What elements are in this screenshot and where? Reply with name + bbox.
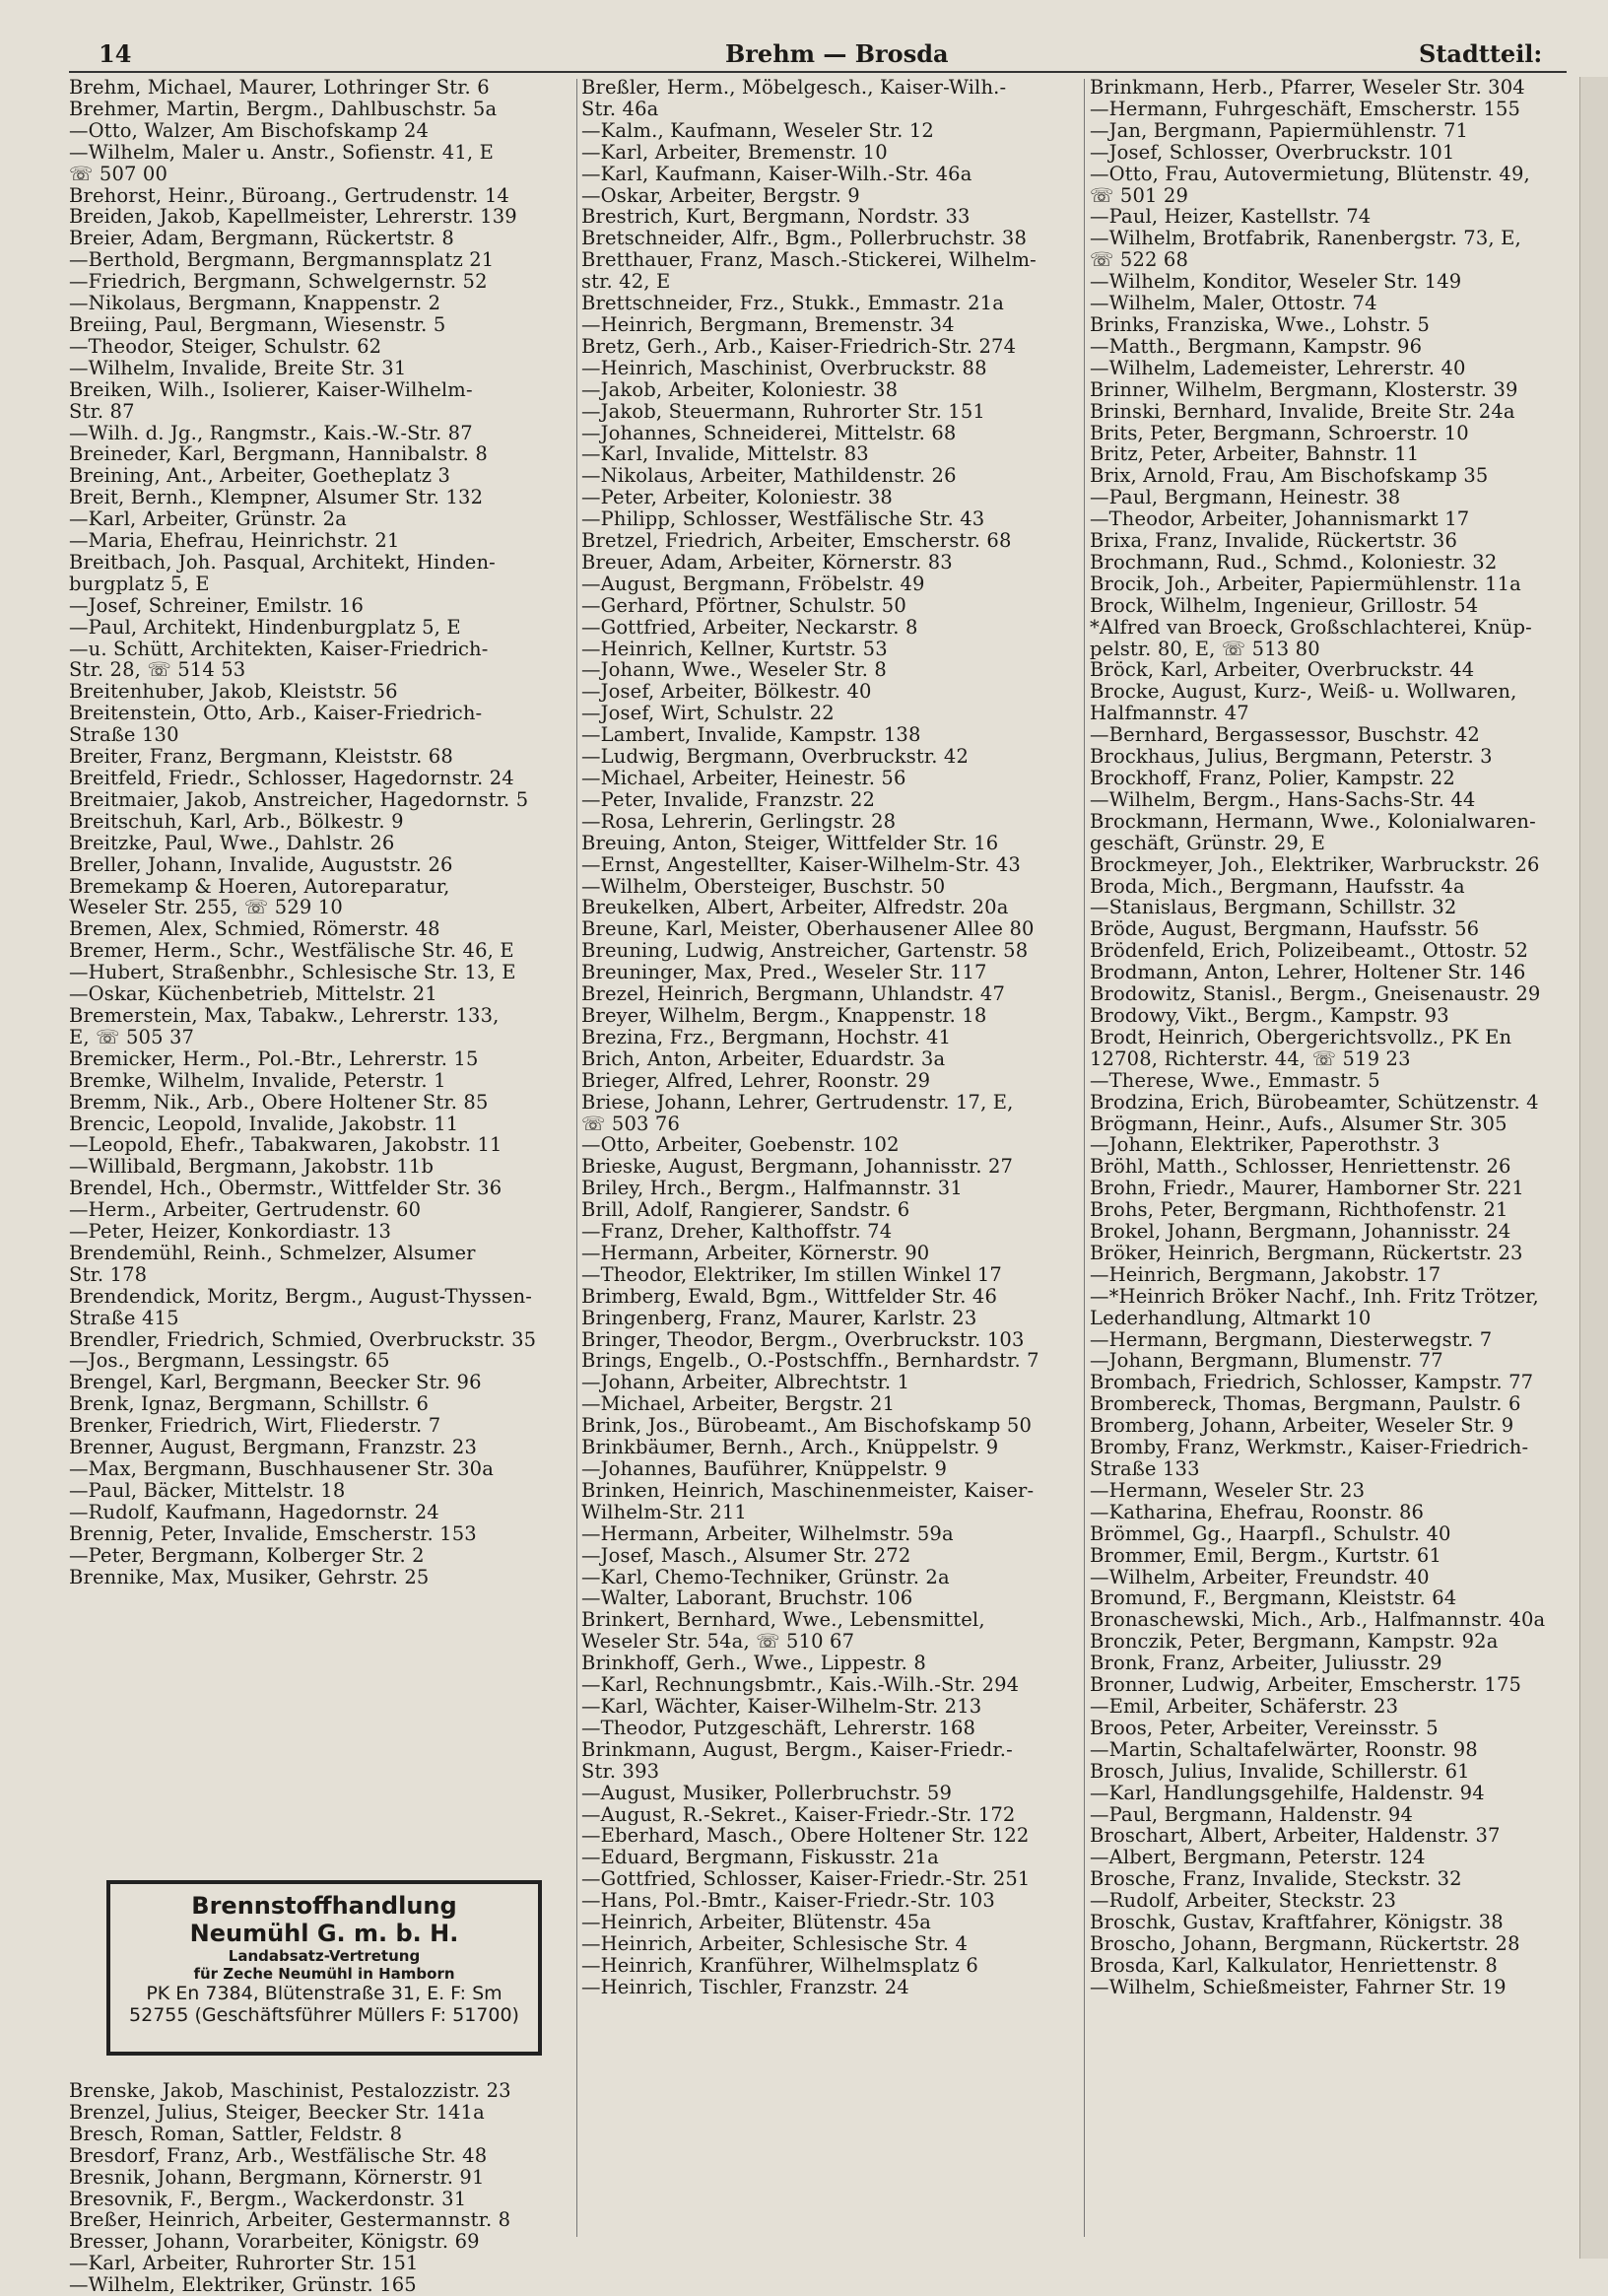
directory-entry-line: —Hubert, Straßenbhr., Schlesische Str. 13, E bbox=[69, 962, 516, 984]
directory-entry-line: —Rudolf, Arbeiter, Steckstr. 23 bbox=[1090, 1890, 1397, 1913]
directory-entry-line: Brieske, August, Bergmann, Johannisstr. 27 bbox=[581, 1156, 1014, 1179]
directory-entry-line: Brock, Wilhelm, Ingenieur, Grillostr. 54 bbox=[1090, 594, 1479, 617]
directory-entry-line: —Peter, Heizer, Konkordiastr. 13 bbox=[69, 1221, 392, 1243]
directory-entry-line: Bretthauer, Franz, Masch.-Stickerei, Wilhelm- bbox=[581, 249, 1037, 272]
directory-entry-line: —Ludwig, Bergmann, Overbruckstr. 42 bbox=[581, 746, 970, 768]
directory-entry-line: —*Heinrich Bröker Nachf., Inh. Fritz Trötzer, bbox=[1090, 1285, 1539, 1308]
directory-entry-line: —Heinrich, Arbeiter, Schlesische Str. 4 bbox=[581, 1932, 969, 1955]
directory-entry-line: Brodowy, Vikt., Bergm., Kampstr. 93 bbox=[1090, 1004, 1449, 1027]
directory-entry-line: Brohn, Friedr., Maurer, Hamborner Str. 221 bbox=[1090, 1178, 1524, 1200]
directory-entry-line: Brinken, Heinrich, Maschinenmeister, Kaiser- bbox=[581, 1479, 1035, 1502]
column-2-entries bbox=[581, 77, 1079, 1998]
directory-entry-line: —Karl, Wächter, Kaiser-Wilhelm-Str. 213 bbox=[581, 1695, 982, 1718]
directory-entry-line: —u. Schütt, Architekten, Kaiser-Friedrich- bbox=[69, 638, 489, 660]
directory-entry-line: —Berthold, Bergmann, Bergmannsplatz 21 bbox=[69, 249, 495, 272]
directory-entry-line: str. 42, E bbox=[581, 271, 671, 294]
directory-entry-line: —Karl, Arbeiter, Bremenstr. 10 bbox=[581, 141, 888, 164]
directory-entry-line: Bremer, Herm., Schr., Westfälische Str. 46, E bbox=[69, 940, 514, 963]
directory-entry-line: Breitmaier, Jakob, Anstreicher, Hagedornstr. 5 bbox=[69, 788, 529, 811]
directory-entry-line: Bröhl, Matth., Schlosser, Henriettenstr. 26 bbox=[1090, 1156, 1511, 1179]
directory-entry-line: —Heinrich, Tischler, Franzstr. 24 bbox=[581, 1976, 909, 1998]
directory-entry-line: Broschk, Gustav, Kraftfahrer, Königstr. 38 bbox=[1090, 1912, 1504, 1933]
directory-entry-line: Brombach, Friedrich, Schlosser, Kampstr. 77 bbox=[1090, 1372, 1534, 1394]
directory-entry-line: Bringer, Theodor, Bergm., Overbruckstr. 103 bbox=[581, 1328, 1025, 1351]
directory-entry-line: —Josef, Schlosser, Overbruckstr. 101 bbox=[1090, 141, 1455, 164]
directory-entry-line: —Johann, Elektriker, Paperothstr. 3 bbox=[1090, 1134, 1440, 1157]
directory-entry-line: —August, R.-Sekret., Kaiser-Friedr.-Str. 172 bbox=[581, 1803, 1016, 1826]
directory-entry-line: —Theodor, Steiger, Schulstr. 62 bbox=[69, 335, 382, 358]
directory-entry-line: Breitenhuber, Jakob, Kleiststr. 56 bbox=[69, 681, 398, 704]
directory-entry-line: Breineder, Karl, Bergmann, Hannibalstr. 8 bbox=[69, 443, 488, 466]
directory-entry-line: Bretzel, Friedrich, Arbeiter, Emscherstr. 68 bbox=[581, 530, 1012, 552]
directory-entry-line: Briley, Hrch., Bergm., Halfmannstr. 31 bbox=[581, 1178, 963, 1200]
directory-entry-line: Brocik, Joh., Arbeiter, Papiermühlenstr. 11a bbox=[1090, 573, 1521, 595]
directory-entry-line: Brinner, Wilhelm, Bergmann, Klosterstr. 39 bbox=[1090, 378, 1518, 401]
directory-entry-line: Brehorst, Heinr., Büroang., Gertrudenstr. 14 bbox=[69, 184, 509, 207]
directory-entry-line: Brengel, Karl, Bergmann, Beecker Str. 96 bbox=[69, 1372, 482, 1394]
directory-entry-line: Brenker, Friedrich, Wirt, Fliederstr. 7 bbox=[69, 1415, 441, 1438]
directory-entry-line: Bresovnik, F., Bergm., Wackerdonstr. 31 bbox=[69, 2188, 467, 2210]
directory-entry-line: Brockmann, Hermann, Wwe., Kolonialwaren- bbox=[1090, 810, 1536, 833]
directory-entry-line: Brink, Jos., Bürobeamt., Am Bischofskamp 50 bbox=[581, 1415, 1033, 1438]
directory-entry-line: 12708, Richterstr. 44, ☏ 519 23 bbox=[1090, 1047, 1411, 1070]
directory-entry-line: Brocke, August, Kurz-, Weiß- u. Wollwaren, bbox=[1090, 681, 1517, 704]
directory-entry-line: —Kalm., Kaufmann, Weseler Str. 12 bbox=[581, 119, 934, 142]
directory-entry-line: —Wilhelm, Lademeister, Lehrerstr. 40 bbox=[1090, 357, 1466, 379]
ad-company-name: Neumühl G. m. b. H. bbox=[189, 1920, 459, 1947]
directory-entry-line: Breiden, Jakob, Kapellmeister, Lehrerstr. 139 bbox=[69, 206, 517, 229]
directory-entry-line: Broschart, Albert, Arbeiter, Haldenstr. 37 bbox=[1090, 1825, 1501, 1848]
page-number: 14 bbox=[99, 39, 132, 68]
directory-entry-line: Brodt, Heinrich, Obergerichtsvollz., PK En bbox=[1090, 1026, 1512, 1048]
directory-entry-line: —Gottfried, Schlosser, Kaiser-Friedr.-Str. 251 bbox=[581, 1868, 1031, 1891]
directory-entry-line: —Wilhelm, Obersteiger, Buschstr. 50 bbox=[581, 875, 946, 898]
directory-entry-line: —Friedrich, Bergmann, Schwelgernstr. 52 bbox=[69, 271, 488, 294]
directory-entry-line: Bromberg, Johann, Arbeiter, Weseler Str. 9 bbox=[1090, 1415, 1514, 1438]
directory-entry-line: —Johannes, Bauführer, Knüppelstr. 9 bbox=[581, 1458, 948, 1480]
directory-entry-line: —Karl, Invalide, Mittelstr. 83 bbox=[581, 443, 869, 466]
directory-entry-line: —Paul, Heizer, Kastellstr. 74 bbox=[1090, 206, 1372, 229]
directory-entry-line: Bremen, Alex, Schmied, Römerstr. 48 bbox=[69, 918, 440, 941]
directory-entry-line: Brings, Engelb., O.-Postschffn., Bernhardstr. 7 bbox=[581, 1350, 1039, 1373]
directory-entry-line: —Franz, Dreher, Kalthoffstr. 74 bbox=[581, 1221, 893, 1243]
running-title: Brehm — Brosda bbox=[725, 39, 949, 68]
directory-entry-line: Brosda, Karl, Kalkulator, Henriettenstr. 8 bbox=[1090, 1954, 1498, 1977]
directory-entry-line: Breßler, Herm., Möbelgesch., Kaiser-Wilh.- bbox=[581, 77, 1007, 99]
directory-entry-line: Straße 415 bbox=[69, 1307, 179, 1329]
directory-entry-line: —Otto, Walzer, Am Bischofskamp 24 bbox=[69, 119, 430, 142]
directory-entry-line: —Wilhelm, Schießmeister, Fahrner Str. 19 bbox=[1090, 1976, 1507, 1998]
directory-entry-line: Breitzke, Paul, Wwe., Dahlstr. 26 bbox=[69, 832, 395, 854]
directory-entry-line: —Peter, Arbeiter, Koloniestr. 38 bbox=[581, 487, 893, 509]
directory-entry-line: Bröde, August, Bergmann, Haufsstr. 56 bbox=[1090, 918, 1480, 941]
header-rule bbox=[69, 71, 1567, 73]
directory-entry-line: Bronczik, Peter, Bergmann, Kampstr. 92a bbox=[1090, 1631, 1499, 1654]
directory-entry-line: *Alfred van Broeck, Großschlachterei, Knüp- bbox=[1090, 616, 1532, 639]
directory-entry-line: Breuer, Adam, Arbeiter, Körnerstr. 83 bbox=[581, 551, 953, 574]
directory-entry-line: Brinkert, Bernhard, Wwe., Lebensmittel, bbox=[581, 1609, 985, 1632]
directory-entry-line: Brenske, Jakob, Maschinist, Pestalozzistr. 23 bbox=[69, 2080, 511, 2102]
directory-entry-line: E, ☏ 505 37 bbox=[69, 1026, 195, 1048]
directory-entry-line: —Heinrich, Maschinist, Overbruckstr. 88 bbox=[581, 357, 987, 379]
directory-entry-line: —Albert, Bergmann, Peterstr. 124 bbox=[1090, 1847, 1426, 1869]
directory-entry-line: Breuing, Anton, Steiger, Wittfelder Str. 16 bbox=[581, 832, 999, 854]
directory-entry-line: Brendler, Friedrich, Schmied, Overbruckstr. 35 bbox=[69, 1328, 537, 1351]
directory-entry-line: —Theodor, Putzgeschäft, Lehrerstr. 168 bbox=[581, 1717, 976, 1739]
directory-entry-line: Brombereck, Thomas, Bergmann, Paulstr. 6 bbox=[1090, 1393, 1521, 1416]
directory-entry-line: —Wilhelm, Invalide, Breite Str. 31 bbox=[69, 357, 407, 379]
column-1-entries bbox=[69, 77, 570, 1587]
directory-entry-line: Brendemühl, Reinh., Schmelzer, Alsumer bbox=[69, 1242, 476, 1264]
directory-entry-line: Bringenberg, Franz, Maurer, Karlstr. 23 bbox=[581, 1307, 977, 1329]
directory-entry-line: —Gerhard, Pförtner, Schulstr. 50 bbox=[581, 594, 906, 617]
directory-entry-line: Str. 46a bbox=[581, 98, 659, 120]
directory-entry-line: —Karl, Handlungsgehilfe, Haldenstr. 94 bbox=[1090, 1782, 1485, 1804]
directory-entry-line: Breining, Ant., Arbeiter, Goetheplatz 3 bbox=[69, 465, 451, 488]
directory-entry-line: —Leopold, Ehefr., Tabakwaren, Jakobstr. 11 bbox=[69, 1134, 502, 1157]
directory-entry-line: —Jakob, Arbeiter, Koloniestr. 38 bbox=[581, 378, 899, 401]
directory-entry-line: —Maria, Ehefrau, Heinrichstr. 21 bbox=[69, 530, 400, 552]
directory-entry-line: —Philipp, Schlosser, Westfälische Str. 43 bbox=[581, 508, 985, 531]
directory-entry-line: Broscho, Johann, Bergmann, Rückertstr. 28 bbox=[1090, 1932, 1520, 1955]
directory-entry-line: Brennike, Max, Musiker, Gehrstr. 25 bbox=[69, 1566, 430, 1588]
directory-entry-line: Brockhoff, Franz, Polier, Kampstr. 22 bbox=[1090, 768, 1455, 789]
directory-entry-line: —Heinrich, Arbeiter, Blütenstr. 45a bbox=[581, 1912, 932, 1933]
directory-entry-line: —Herm., Arbeiter, Gertrudenstr. 60 bbox=[69, 1199, 422, 1222]
directory-entry-line: Brestrich, Kurt, Bergmann, Nordstr. 33 bbox=[581, 206, 971, 229]
directory-entry-line: —August, Musiker, Pollerbruchstr. 59 bbox=[581, 1782, 953, 1804]
directory-entry-line: Bremerstein, Max, Tabakw., Lehrerstr. 133, bbox=[69, 1004, 500, 1027]
directory-entry-line: Bronaschewski, Mich., Arb., Halfmannstr. 40a bbox=[1090, 1609, 1546, 1632]
directory-entry-line: Bröker, Heinrich, Bergmann, Rückertstr. 23 bbox=[1090, 1242, 1523, 1264]
directory-entry-line: —Jan, Bergmann, Papiermühlenstr. 71 bbox=[1090, 119, 1469, 142]
directory-entry-line: Brosche, Franz, Invalide, Steckstr. 32 bbox=[1090, 1868, 1462, 1891]
directory-entry-line: Brix, Arnold, Frau, Am Bischofskamp 35 bbox=[1090, 465, 1489, 488]
directory-entry-line: Breyer, Wilhelm, Bergm., Knappenstr. 18 bbox=[581, 1004, 987, 1027]
directory-entry-line: —Martin, Schaltafelwärter, Roonstr. 98 bbox=[1090, 1738, 1478, 1761]
directory-entry-line: —Katharina, Ehefrau, Roonstr. 86 bbox=[1090, 1501, 1425, 1523]
directory-entry-line: Breitbach, Joh. Pasqual, Architekt, Hinden- bbox=[69, 551, 496, 574]
directory-entry-line: Bremekamp & Hoeren, Autoreparatur, bbox=[69, 875, 450, 898]
directory-entry-line: —Wilhelm, Maler u. Anstr., Sofienstr. 41, E bbox=[69, 141, 494, 164]
directory-entry-line: —Gottfried, Arbeiter, Neckarstr. 8 bbox=[581, 616, 918, 639]
adjacent-page-edge bbox=[1579, 77, 1608, 2259]
advertisement-box bbox=[106, 1880, 542, 2056]
directory-entry-line: —Hermann, Weseler Str. 23 bbox=[1090, 1479, 1366, 1502]
directory-entry-line: —Josef, Masch., Alsumer Str. 272 bbox=[581, 1544, 911, 1567]
directory-entry-line: Brochmann, Rud., Schmd., Koloniestr. 32 bbox=[1090, 551, 1498, 574]
directory-entry-line: Brezel, Heinrich, Bergmann, Uhlandstr. 47 bbox=[581, 983, 1005, 1005]
directory-entry-line: Breukelken, Albert, Arbeiter, Alfredstr. 20a bbox=[581, 897, 1009, 919]
directory-entry-line: Brinkbäumer, Bernh., Arch., Knüppelstr. 9 bbox=[581, 1437, 999, 1458]
directory-entry-line: —Nikolaus, Arbeiter, Mathildenstr. 26 bbox=[581, 465, 957, 488]
directory-entry-line: —Johann, Wwe., Weseler Str. 8 bbox=[581, 659, 887, 682]
directory-entry-line: ☏ 507 00 bbox=[69, 163, 168, 185]
directory-entry-line: Bröck, Karl, Arbeiter, Overbruckstr. 44 bbox=[1090, 659, 1475, 682]
directory-entry-line: Straße 133 bbox=[1090, 1458, 1200, 1480]
ad-tagline: Landabsatz-Vertretung bbox=[228, 1947, 421, 1965]
directory-entry-line: Breuninger, Max, Pred., Weseler Str. 117 bbox=[581, 962, 987, 984]
directory-entry-line: —Peter, Bergmann, Kolberger Str. 2 bbox=[69, 1544, 425, 1567]
directory-entry-line: Breitschuh, Karl, Arb., Bölkestr. 9 bbox=[69, 810, 404, 833]
directory-entry-line: Brich, Anton, Arbeiter, Eduardstr. 3a bbox=[581, 1047, 946, 1070]
directory-entry-line: Brodowitz, Stanisl., Bergm., Gneisenaustr. 29 bbox=[1090, 983, 1541, 1005]
directory-entry-line: Bromund, F., Bergmann, Kleiststr. 64 bbox=[1090, 1587, 1457, 1610]
directory-entry-line: Brettschneider, Frz., Stukk., Emmastr. 21a bbox=[581, 293, 1004, 314]
directory-entry-line: —Nikolaus, Bergmann, Knappenstr. 2 bbox=[69, 293, 441, 314]
directory-entry-line: Brohs, Peter, Bergmann, Richthofenstr. 21 bbox=[1090, 1199, 1508, 1222]
directory-entry-line: —Wilhelm, Bergm., Hans-Sachs-Str. 44 bbox=[1090, 788, 1476, 811]
directory-entry-line: —Otto, Arbeiter, Goebenstr. 102 bbox=[581, 1134, 900, 1157]
directory-entry-line: —Karl, Rechnungsbmtr., Kais.-Wilh.-Str. 294 bbox=[581, 1674, 1020, 1696]
directory-entry-line: Brendendick, Moritz, Bergm., August-Thyssen- bbox=[69, 1285, 533, 1308]
directory-entry-line: —Johann, Arbeiter, Albrechtstr. 1 bbox=[581, 1372, 910, 1394]
ad-mine: für Zeche Neumühl in Hamborn bbox=[193, 1965, 455, 1983]
directory-entry-line: —Heinrich, Kellner, Kurtstr. 53 bbox=[581, 638, 888, 660]
directory-entry-line: Breitfeld, Friedr., Schlosser, Hagedornstr. 24 bbox=[69, 768, 514, 789]
directory-entry-line: —Jos., Bergmann, Lessingstr. 65 bbox=[69, 1350, 390, 1373]
directory-entry-line: Weseler Str. 255, ☏ 529 10 bbox=[69, 897, 343, 919]
directory-entry-line: —Heinrich, Bergmann, Bremenstr. 34 bbox=[581, 313, 955, 336]
directory-entry-line: Brögmann, Heinr., Aufs., Alsumer Str. 305 bbox=[1090, 1113, 1508, 1135]
column-3-entries bbox=[1090, 77, 1578, 1998]
directory-entry-line: Brixa, Franz, Invalide, Rückertstr. 36 bbox=[1090, 530, 1458, 552]
directory-entry-line: Brommer, Emil, Bergm., Kurtstr. 61 bbox=[1090, 1544, 1442, 1567]
directory-entry-line: Bresser, Johann, Vorarbeiter, Königstr. 69 bbox=[69, 2231, 480, 2254]
directory-entry-line: Brencic, Leopold, Invalide, Jakobstr. 11 bbox=[69, 1113, 459, 1135]
directory-entry-line: —Bernhard, Bergassessor, Buschstr. 42 bbox=[1090, 724, 1480, 747]
directory-entry-line: Brinkhoff, Gerh., Wwe., Lippestr. 8 bbox=[581, 1653, 926, 1675]
directory-entry-line: —Peter, Invalide, Franzstr. 22 bbox=[581, 788, 876, 811]
directory-entry-line: —Michael, Arbeiter, Bergstr. 21 bbox=[581, 1393, 896, 1416]
column-divider bbox=[576, 79, 577, 2237]
directory-entry-line: Breller, Johann, Invalide, Auguststr. 26 bbox=[69, 853, 453, 876]
directory-entry-line: Bronk, Franz, Arbeiter, Juliusstr. 29 bbox=[1090, 1653, 1442, 1675]
directory-entry-line: Brimberg, Ewald, Bgm., Wittfelder Str. 46 bbox=[581, 1285, 998, 1308]
directory-entry-line: Str. 393 bbox=[581, 1760, 660, 1783]
column-divider bbox=[1084, 79, 1085, 2237]
directory-entry-line: Brennig, Peter, Invalide, Emscherstr. 153 bbox=[69, 1522, 477, 1545]
directory-entry-line: Brits, Peter, Bergmann, Schroerstr. 10 bbox=[1090, 422, 1469, 444]
directory-entry-line: ☏ 522 68 bbox=[1090, 249, 1189, 272]
directory-entry-line: —Heinrich, Bergmann, Jakobstr. 17 bbox=[1090, 1263, 1441, 1286]
directory-entry-line: —Paul, Bergmann, Heinestr. 38 bbox=[1090, 487, 1401, 509]
directory-entry-line: Bresnik, Johann, Bergmann, Körnerstr. 91 bbox=[69, 2166, 485, 2189]
directory-entry-line: —Max, Bergmann, Buschhausener Str. 30a bbox=[69, 1458, 494, 1480]
directory-entry-line: ☏ 501 29 bbox=[1090, 184, 1189, 207]
directory-entry-line: Straße 130 bbox=[69, 724, 179, 747]
directory-entry-line: Bresdorf, Franz, Arb., Westfälische Str. 48 bbox=[69, 2144, 488, 2167]
ad-phone: 52755 (Geschäftsführer Müllers F: 51700) bbox=[129, 2004, 519, 2026]
directory-entry-line: Breier, Adam, Bergmann, Rückertstr. 8 bbox=[69, 228, 454, 250]
directory-entry-line: Breitenstein, Otto, Arb., Kaiser-Friedrich- bbox=[69, 703, 483, 725]
directory-entry-line: —Theodor, Elektriker, Im stillen Winkel 17 bbox=[581, 1263, 1002, 1286]
directory-entry-line: —Josef, Schreiner, Emilstr. 16 bbox=[69, 594, 365, 617]
directory-entry-line: Brodzina, Erich, Bürobeamter, Schützenstr. 4 bbox=[1090, 1091, 1539, 1114]
directory-entry-line: —Matth., Bergmann, Kampstr. 96 bbox=[1090, 335, 1423, 358]
directory-entry-line: Bresch, Roman, Sattler, Feldstr. 8 bbox=[69, 2123, 403, 2145]
directory-entry-line: —Johann, Bergmann, Blumenstr. 77 bbox=[1090, 1350, 1443, 1373]
directory-entry-line: Str. 178 bbox=[69, 1263, 148, 1286]
directory-entry-line: Brömmel, Gg., Haarpfl., Schulstr. 40 bbox=[1090, 1522, 1451, 1545]
directory-entry-line: —Wilhelm, Arbeiter, Freundstr. 40 bbox=[1090, 1566, 1430, 1588]
directory-entry-line: Brenk, Ignaz, Bergmann, Schillstr. 6 bbox=[69, 1393, 430, 1416]
directory-entry-line: —Hans, Pol.-Bmtr., Kaiser-Friedr.-Str. 103 bbox=[581, 1890, 995, 1913]
directory-entry-line: —Karl, Kaufmann, Kaiser-Wilh.-Str. 46a bbox=[581, 163, 972, 185]
directory-entry-line: Weseler Str. 54a, ☏ 510 67 bbox=[581, 1631, 855, 1654]
directory-entry-line: —Paul, Bäcker, Mittelstr. 18 bbox=[69, 1479, 346, 1502]
directory-entry-line: —Hermann, Bergmann, Diesterwegstr. 7 bbox=[1090, 1328, 1493, 1351]
directory-entry-line: —Michael, Arbeiter, Heinestr. 56 bbox=[581, 768, 906, 789]
directory-entry-line: —August, Bergmann, Fröbelstr. 49 bbox=[581, 573, 925, 595]
directory-entry-line: —Oskar, Küchenbetrieb, Mittelstr. 21 bbox=[69, 983, 437, 1005]
directory-entry-line: —Oskar, Arbeiter, Bergstr. 9 bbox=[581, 184, 860, 207]
directory-entry-line: —Rosa, Lehrerin, Gerlingstr. 28 bbox=[581, 810, 897, 833]
directory-entry-line: —Karl, Chemo-Techniker, Grünstr. 2a bbox=[581, 1566, 950, 1588]
directory-entry-line: —Wilhelm, Maler, Ottostr. 74 bbox=[1090, 293, 1377, 314]
directory-entry-line: —Johannes, Schneiderei, Mittelstr. 68 bbox=[581, 422, 957, 444]
directory-entry-line: Lederhandlung, Altmarkt 10 bbox=[1090, 1307, 1372, 1329]
directory-entry-line: Brieger, Alfred, Lehrer, Roonstr. 29 bbox=[581, 1069, 931, 1092]
directory-entry-line: —Jakob, Steuermann, Ruhrorter Str. 151 bbox=[581, 400, 985, 423]
directory-entry-line: Brenner, August, Bergmann, Franzstr. 23 bbox=[69, 1437, 478, 1458]
directory-entry-line: —Walter, Laborant, Bruchstr. 106 bbox=[581, 1587, 913, 1610]
directory-entry-line: —Wilhelm, Konditor, Weseler Str. 149 bbox=[1090, 271, 1462, 294]
directory-entry-line: Str. 87 bbox=[69, 400, 135, 423]
directory-entry-line: —Wilhelm, Brotfabrik, Ranenbergstr. 73, E, bbox=[1090, 228, 1521, 250]
directory-entry-line: Brehm, Michael, Maurer, Lothringer Str. 6 bbox=[69, 77, 490, 99]
directory-entry-line: Bronner, Ludwig, Arbeiter, Emscherstr. 175 bbox=[1090, 1674, 1522, 1696]
directory-entry-line: Brehmer, Martin, Bergm., Dahlbuschstr. 5a bbox=[69, 98, 498, 120]
directory-entry-line: Breiter, Franz, Bergmann, Kleiststr. 68 bbox=[69, 746, 453, 768]
directory-entry-line: —Eberhard, Masch., Obere Holtener Str. 122 bbox=[581, 1825, 1030, 1848]
directory-entry-line: —Hermann, Arbeiter, Körnerstr. 90 bbox=[581, 1242, 930, 1264]
directory-entry-line: —Wilhelm, Elektriker, Grünstr. 165 bbox=[69, 2274, 417, 2296]
section-label: Stadtteil: bbox=[1419, 39, 1543, 68]
directory-entry-line: Brockhaus, Julius, Bergmann, Peterstr. 3 bbox=[1090, 746, 1493, 768]
directory-entry-line: —Heinrich, Kranführer, Wilhelmsplatz 6 bbox=[581, 1954, 978, 1977]
ad-address: PK En 7384, Blütenstraße 31, E. F: Sm bbox=[146, 1983, 502, 2004]
directory-entry-line: —Paul, Bergmann, Haldenstr. 94 bbox=[1090, 1803, 1414, 1826]
directory-entry-line: —Eduard, Bergmann, Fiskusstr. 21a bbox=[581, 1847, 939, 1869]
directory-entry-line: Breune, Karl, Meister, Oberhausener Allee 80 bbox=[581, 918, 1035, 941]
directory-entry-line: Brockmeyer, Joh., Elektriker, Warbruckstr. 26 bbox=[1090, 853, 1540, 876]
directory-entry-line: Bremm, Nik., Arb., Obere Holtener Str. 85 bbox=[69, 1091, 489, 1114]
ad-company: Brennstoffhandlung bbox=[191, 1892, 457, 1920]
column-1-entries-lower bbox=[69, 2080, 570, 2296]
directory-entry-line: Broos, Peter, Arbeiter, Vereinsstr. 5 bbox=[1090, 1717, 1439, 1739]
directory-entry-line: —Emil, Arbeiter, Schäferstr. 23 bbox=[1090, 1695, 1399, 1718]
directory-entry-line: Str. 28, ☏ 514 53 bbox=[69, 659, 246, 682]
directory-entry-line: Brinks, Franziska, Wwe., Lohstr. 5 bbox=[1090, 313, 1431, 336]
directory-entry-line: Brill, Adolf, Rangierer, Sandstr. 6 bbox=[581, 1199, 910, 1222]
directory-entry-line: Brenzel, Julius, Steiger, Beecker Str. 141a bbox=[69, 2101, 485, 2124]
directory-entry-line: Breßer, Heinrich, Arbeiter, Gestermannstr. 8 bbox=[69, 2209, 511, 2232]
directory-entry-line: burgplatz 5, E bbox=[69, 573, 210, 595]
directory-entry-line: Bretschneider, Alfr., Bgm., Pollerbruchstr. 38 bbox=[581, 228, 1028, 250]
directory-entry-line: Bretz, Gerh., Arb., Kaiser-Friedrich-Str. 274 bbox=[581, 335, 1017, 358]
directory-entry-line: —Lambert, Invalide, Kampstr. 138 bbox=[581, 724, 921, 747]
directory-entry-line: —Wilh. d. Jg., Rangmstr., Kais.-W.-Str. 87 bbox=[69, 422, 473, 444]
directory-entry-line: —Therese, Wwe., Emmastr. 5 bbox=[1090, 1069, 1380, 1092]
directory-entry-line: Bremke, Wilhelm, Invalide, Peterstr. 1 bbox=[69, 1069, 446, 1092]
directory-entry-line: Breit, Bernh., Klempner, Alsumer Str. 132 bbox=[69, 487, 484, 509]
directory-entry-line: Brinkmann, August, Bergm., Kaiser-Friedr.- bbox=[581, 1738, 1013, 1761]
directory-entry-line: Wilhelm-Str. 211 bbox=[581, 1501, 747, 1523]
directory-entry-line: Brezina, Frz., Bergmann, Hochstr. 41 bbox=[581, 1026, 952, 1048]
directory-entry-line: —Ernst, Angestellter, Kaiser-Wilhelm-Str. 43 bbox=[581, 853, 1021, 876]
directory-entry-line: Brödenfeld, Erich, Polizeibeamt., Ottostr. 52 bbox=[1090, 940, 1529, 963]
directory-entry-line: Brosch, Julius, Invalide, Schillerstr. 61 bbox=[1090, 1760, 1470, 1783]
directory-entry-line: pelstr. 80, E, ☏ 513 80 bbox=[1090, 638, 1320, 660]
directory-entry-line: Brinkmann, Herb., Pfarrer, Weseler Str. 304 bbox=[1090, 77, 1525, 99]
directory-entry-line: —Rudolf, Kaufmann, Hagedornstr. 24 bbox=[69, 1501, 439, 1523]
directory-entry-line: Brodmann, Anton, Lehrer, Holtener Str. 146 bbox=[1090, 962, 1526, 984]
directory-entry-line: —Stanislaus, Bergmann, Schillstr. 32 bbox=[1090, 897, 1457, 919]
directory-entry-line: —Otto, Frau, Autovermietung, Blütenstr. 49, bbox=[1090, 163, 1530, 185]
directory-entry-line: Breiken, Wilh., Isolierer, Kaiser-Wilhelm- bbox=[69, 378, 473, 401]
directory-entry-line: Halfmannstr. 47 bbox=[1090, 703, 1249, 725]
directory-entry-line: —Josef, Arbeiter, Bölkestr. 40 bbox=[581, 681, 872, 704]
directory-entry-line: —Josef, Wirt, Schulstr. 22 bbox=[581, 703, 835, 725]
directory-entry-line: Britz, Peter, Arbeiter, Bahnstr. 11 bbox=[1090, 443, 1420, 466]
directory-entry-line: Brinski, Bernhard, Invalide, Breite Str. 24a bbox=[1090, 400, 1515, 423]
directory-entry-line: Brokel, Johann, Bergmann, Johannisstr. 24 bbox=[1090, 1221, 1511, 1243]
directory-entry-line: —Paul, Architekt, Hindenburgplatz 5, E bbox=[69, 616, 461, 639]
directory-entry-line: Bremicker, Herm., Pol.-Btr., Lehrerstr. 15 bbox=[69, 1047, 479, 1070]
directory-entry-line: Broda, Mich., Bergmann, Haufsstr. 4a bbox=[1090, 875, 1465, 898]
directory-entry-line: Bromby, Franz, Werkmstr., Kaiser-Friedrich- bbox=[1090, 1437, 1529, 1458]
directory-entry-line: —Willibald, Bergmann, Jakobstr. 11b bbox=[69, 1156, 435, 1179]
directory-entry-line: —Karl, Arbeiter, Ruhrorter Str. 151 bbox=[69, 2253, 419, 2275]
directory-entry-line: ☏ 503 76 bbox=[581, 1113, 681, 1135]
directory-entry-line: Breuning, Ludwig, Anstreicher, Gartenstr. 58 bbox=[581, 940, 1029, 963]
directory-entry-line: —Karl, Arbeiter, Grünstr. 2a bbox=[69, 508, 347, 531]
directory-entry-line: —Theodor, Arbeiter, Johannismarkt 17 bbox=[1090, 508, 1470, 531]
directory-entry-line: Brendel, Hch., Obermstr., Wittfelder Str. 36 bbox=[69, 1178, 502, 1200]
directory-entry-line: Breiing, Paul, Bergmann, Wiesenstr. 5 bbox=[69, 313, 446, 336]
directory-entry-line: —Hermann, Arbeiter, Wilhelmstr. 59a bbox=[581, 1522, 954, 1545]
directory-entry-line: —Hermann, Fuhrgeschäft, Emscherstr. 155 bbox=[1090, 98, 1521, 120]
directory-entry-line: geschäft, Grünstr. 29, E bbox=[1090, 832, 1326, 854]
directory-entry-line: Briese, Johann, Lehrer, Gertrudenstr. 17, E, bbox=[581, 1091, 1014, 1114]
